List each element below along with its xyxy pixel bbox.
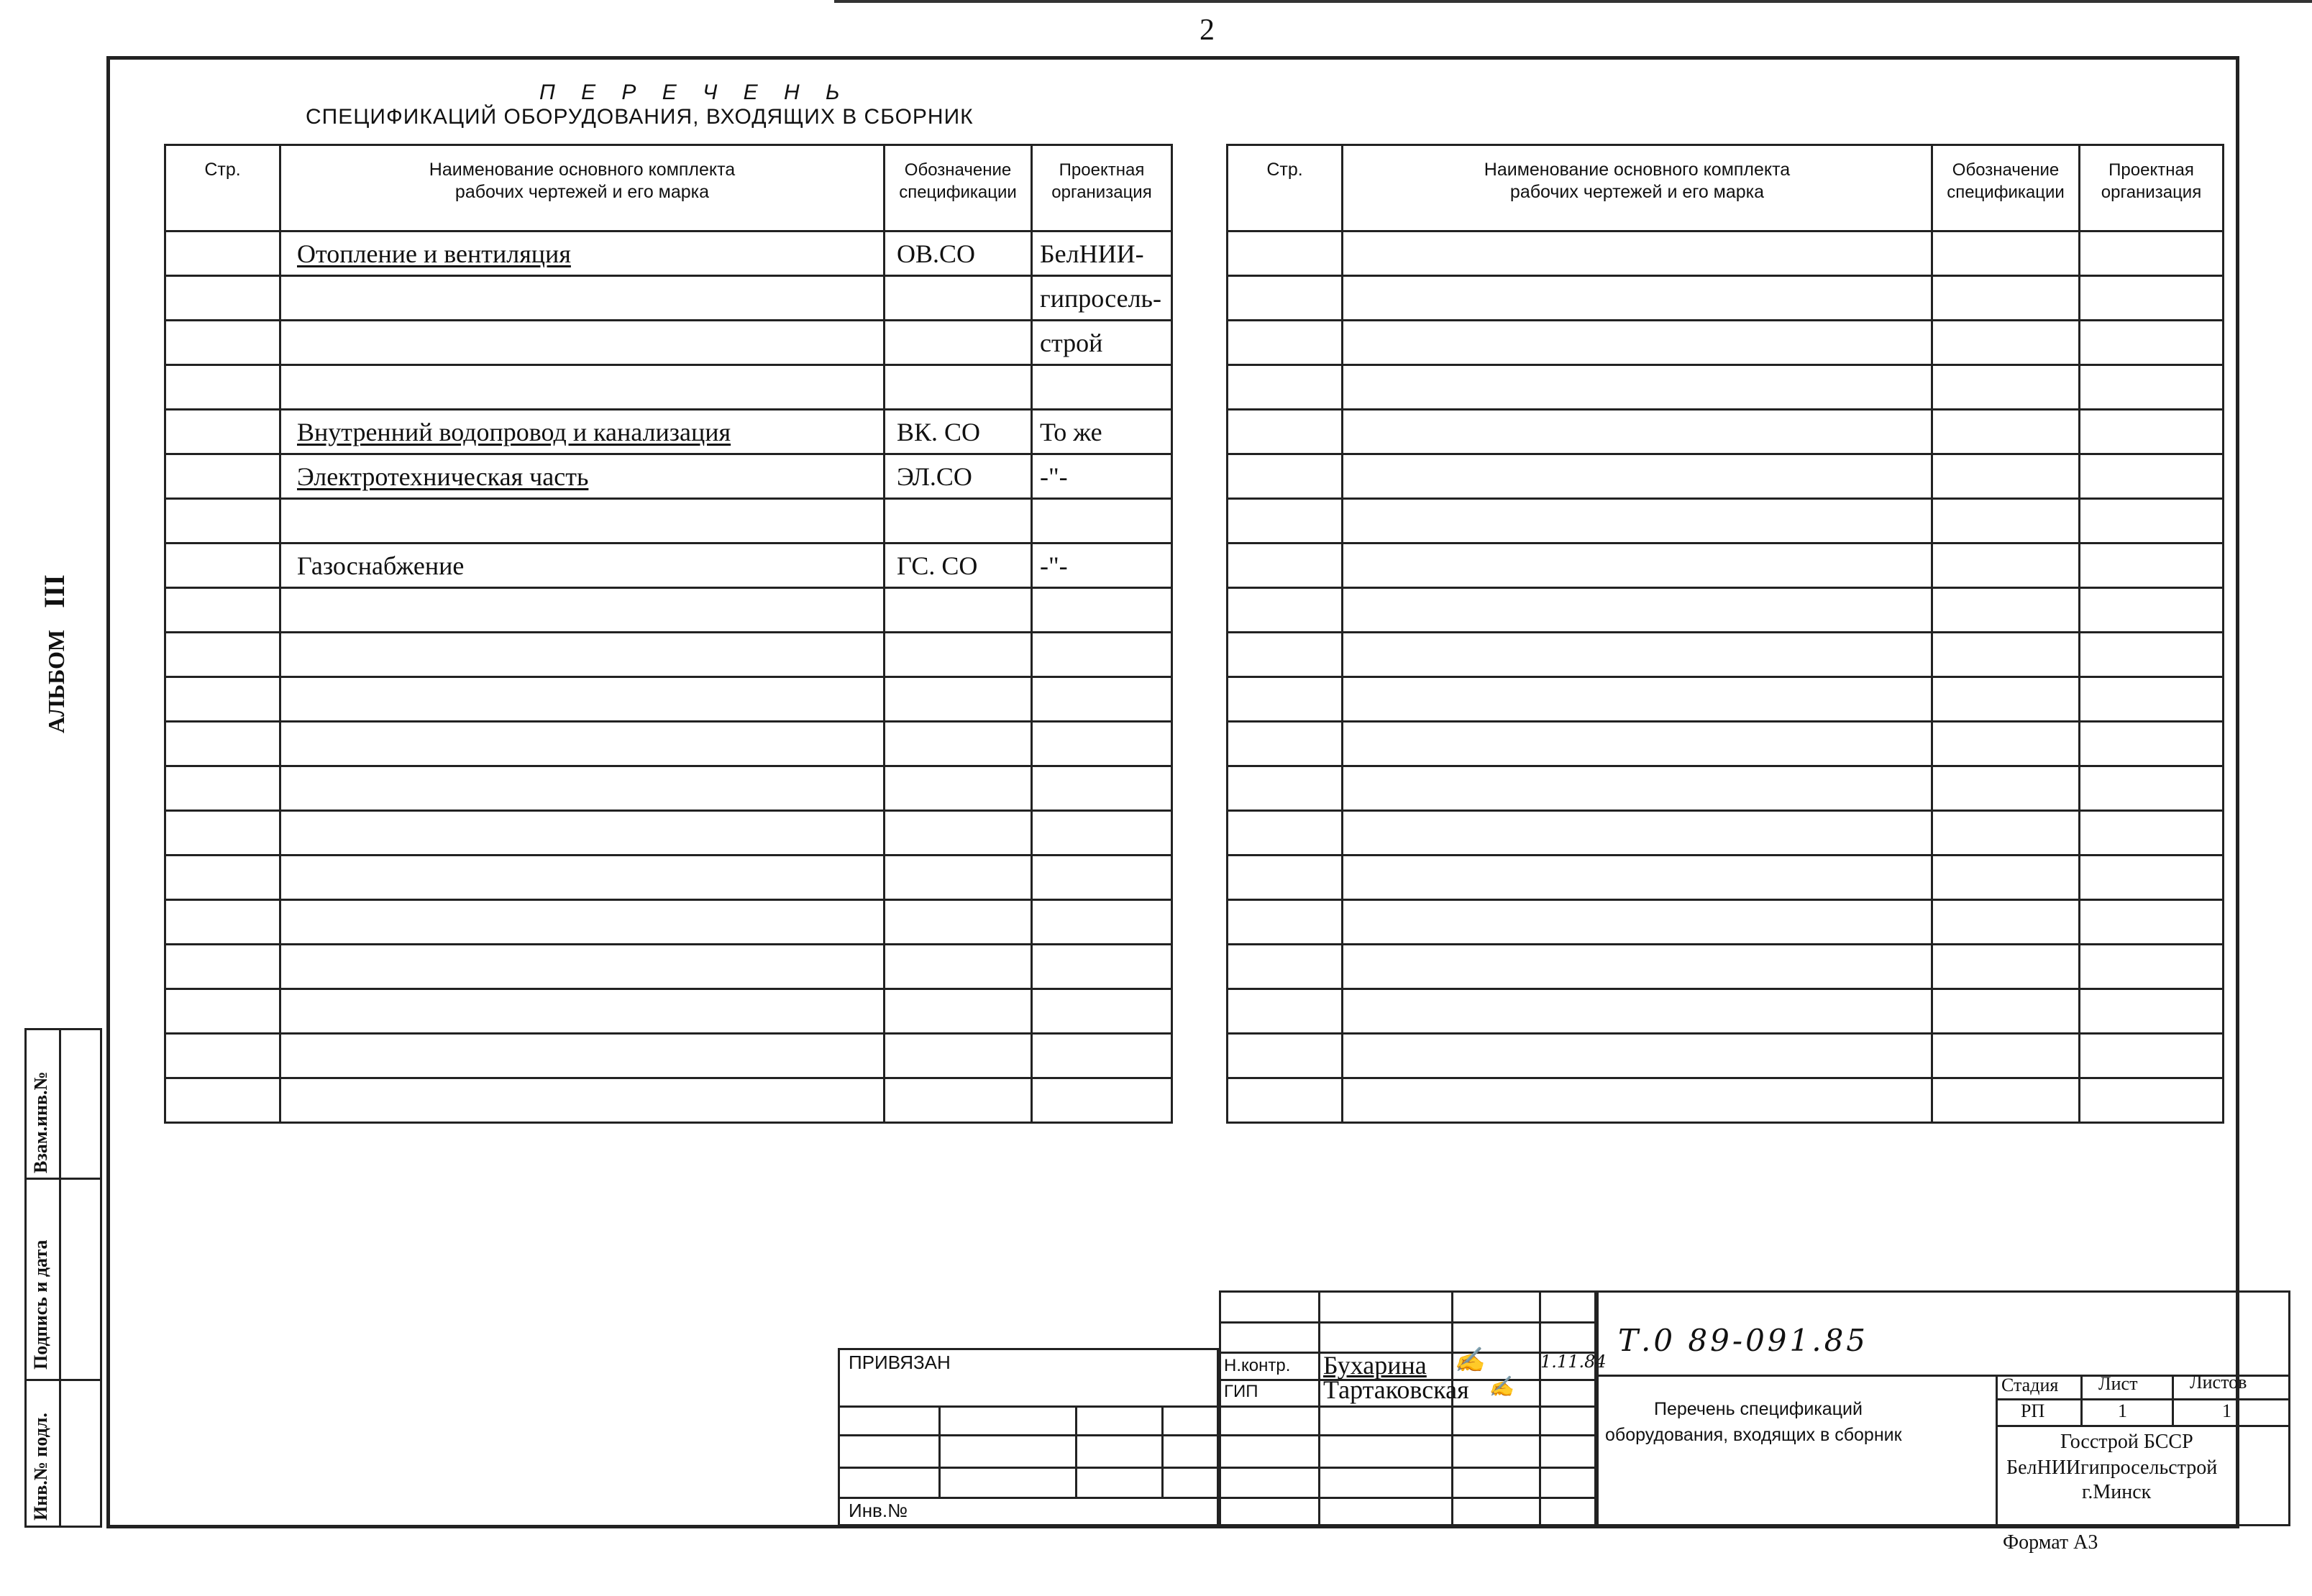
cell-name [280,677,885,722]
right-table-row [1228,811,2224,856]
left-table-row [165,365,1172,410]
cell-designation [885,588,1032,633]
cell-page [165,365,280,410]
doc-title-line1: Перечень спецификаций [1654,1399,1863,1419]
page-number: 2 [1200,14,1215,47]
left-table-row [165,677,1172,722]
cell-org [1032,588,1172,633]
cell-name [1343,231,1932,276]
right-table-row [1228,231,2224,276]
cell-org [1032,945,1172,989]
right-table-row [1228,900,2224,945]
cell-org [2080,499,2224,544]
album-number: III [38,574,70,608]
cell-page [1228,856,1343,900]
cell-designation [885,365,1032,410]
cell-designation [1932,900,2080,945]
left-table-row [165,1034,1172,1078]
cell-designation [885,1078,1032,1123]
header-name [280,145,885,231]
cell-designation [1932,677,2080,722]
cell-org [1032,856,1172,900]
header-designation-right-line1: Обозначение [1952,160,2060,180]
cell-designation [885,766,1032,811]
cell-org [1032,1034,1172,1078]
stage-value: РП [2021,1400,2045,1421]
stage-col-line [2172,1375,2174,1425]
cell-org: То же [1032,410,1172,454]
cell-name [1343,276,1932,321]
header-org-right-line1: Проектная [2108,160,2194,180]
cell-org [2080,811,2224,856]
right-spec-table [1226,144,2224,1124]
cell-page [1228,231,1343,276]
cell-org [2080,321,2224,365]
cell-page [165,544,280,588]
cell-name [280,588,885,633]
left-spec-table [164,144,1173,1124]
document-code: Т.0 89-091.85 [1618,1323,1869,1358]
header-page: Стр. [165,145,280,231]
privyazan-col-line [938,1405,941,1497]
signature-mark: ✍ [1489,1375,1514,1398]
cell-name [1343,544,1932,588]
cell-designation [1932,454,2080,499]
cell-org [2080,633,2224,677]
cell-designation [1932,276,2080,321]
sheet-label: Лист [2098,1373,2138,1394]
vzam-label: Взам.инв.№ [30,1071,51,1173]
cell-designation [1932,365,2080,410]
signature-mark: ✍ [1454,1346,1485,1375]
right-table-row [1228,633,2224,677]
cell-designation [1932,722,2080,766]
left-table-row [165,588,1172,633]
left-table-row [165,231,1172,276]
cell-designation: ГС. СО [885,544,1032,588]
cell-org [1032,900,1172,945]
cell-org [1032,722,1172,766]
cell-org [2080,945,2224,989]
person1-name: Бухарина [1323,1351,1427,1380]
right-table-row [1228,365,2224,410]
signature-col-line [1539,1290,1541,1526]
cell-page [165,410,280,454]
header-org-line1: Проектная [1059,160,1145,180]
org-line1: Госстрой БССР [2060,1431,2193,1453]
cell-page [165,499,280,544]
left-table-row [165,722,1172,766]
header-name-right [1343,145,1932,231]
document-title: П Е Р Е Ч Е Н Ь [539,81,850,104]
left-table-row [165,499,1172,544]
cell-page [165,276,280,321]
cell-page [1228,633,1343,677]
cell-page [1228,454,1343,499]
left-table-row [165,989,1172,1034]
cell-org [2080,900,2224,945]
cell-name [280,856,885,900]
cell-page [165,856,280,900]
cell-name [280,1078,885,1123]
cell-page [1228,588,1343,633]
left-table-row [165,544,1172,588]
cell-name [1343,321,1932,365]
cell-name: Газоснабжение [280,544,885,588]
cell-designation [1932,1078,2080,1123]
cell-designation [1932,1034,2080,1078]
right-table-row [1228,677,2224,722]
cell-designation [1932,811,2080,856]
cell-designation [1932,231,2080,276]
privyazan-row-line [838,1497,1219,1499]
sheets-value: 1 [2222,1400,2231,1421]
cell-org [1032,1078,1172,1123]
privyazan-label: ПРИВЯЗАН [849,1352,951,1373]
cell-name [280,811,885,856]
cell-name: Внутренний водопровод и канализация [280,410,885,454]
cell-org [2080,410,2224,454]
cell-page [165,811,280,856]
format-label: Формат А3 [2003,1531,2098,1554]
inv-no-label: Инв.№ [849,1500,908,1521]
header-designation [885,145,1032,231]
right-table-row [1228,989,2224,1034]
cell-name [1343,989,1932,1034]
cell-org: гипросель- [1032,276,1172,321]
header-name-right-line1: Наименование основного комплекта [1484,160,1791,180]
cell-page [1228,321,1343,365]
cell-designation [1932,945,2080,989]
cell-name [1343,722,1932,766]
cell-name [1343,766,1932,811]
cell-designation [1932,588,2080,633]
cell-name [1343,365,1932,410]
cell-designation [885,677,1032,722]
cell-name [280,989,885,1034]
header-name-line2: рабочих чертежей и его марка [454,182,710,202]
cell-name [280,766,885,811]
cell-org [2080,276,2224,321]
right-table-row [1228,454,2224,499]
cell-designation [885,989,1032,1034]
header-name-line1: Наименование основного комплекта [429,160,736,180]
right-table-row [1228,945,2224,989]
cell-name [280,499,885,544]
cell-designation [1932,989,2080,1034]
cell-designation [885,856,1032,900]
cell-org [2080,588,2224,633]
cell-org [2080,454,2224,499]
cell-org [1032,989,1172,1034]
album-label-text: АЛЬБОМ [43,629,69,733]
right-table-row [1228,499,2224,544]
cell-page [1228,811,1343,856]
left-table-row [165,321,1172,365]
cell-name [1343,945,1932,989]
side-stamp-divider [59,1028,61,1528]
cell-page [1228,1034,1343,1078]
signature-col-line [1318,1290,1320,1526]
cell-org [2080,1078,2224,1123]
cell-org [2080,722,2224,766]
left-table-row [165,811,1172,856]
right-table-row [1228,321,2224,365]
right-table-row [1228,766,2224,811]
org-line2: БелНИИгипросельстрой [2006,1457,2218,1479]
cell-name [280,276,885,321]
cell-name [280,900,885,945]
header-org-right [2080,145,2224,231]
cell-name [1343,410,1932,454]
cell-name: Отопление и вентиляция [280,231,885,276]
cell-designation: ЭЛ.СО [885,454,1032,499]
privyazan-col-line [1075,1405,1077,1497]
org-line3: г.Минск [2082,1481,2152,1503]
cell-designation [885,945,1032,989]
side-stamp-row-line [24,1178,102,1180]
right-table-row [1228,856,2224,900]
cell-org [2080,766,2224,811]
cell-name [1343,677,1932,722]
cell-org [2080,544,2224,588]
left-table-row [165,1078,1172,1123]
right-table-row [1228,722,2224,766]
cell-page [165,1078,280,1123]
cell-page [165,766,280,811]
cell-designation [1932,410,2080,454]
cell-name [280,365,885,410]
n-kontr-label: Н.контр. [1224,1356,1291,1375]
cell-page [1228,499,1343,544]
cell-page [1228,276,1343,321]
cell-page [1228,766,1343,811]
signature-col-line [1451,1290,1453,1526]
cell-page [1228,677,1343,722]
cell-org [1032,811,1172,856]
cell-name [280,321,885,365]
cell-page [165,321,280,365]
person2-name: Тартаковская [1323,1375,1469,1404]
cell-designation [885,722,1032,766]
cell-page [165,989,280,1034]
right-table-row [1228,544,2224,588]
cell-page [165,900,280,945]
cell-name [1343,499,1932,544]
cell-designation [885,900,1032,945]
right-table-row [1228,588,2224,633]
cell-org [1032,499,1172,544]
header-designation-line2: спецификации [899,183,1017,202]
privyazan-col-line [1161,1405,1164,1497]
header-org [1032,145,1172,231]
cell-name [1343,1034,1932,1078]
cell-page [165,1034,280,1078]
right-table-row [1228,410,2224,454]
cell-name [1343,633,1932,677]
podpis-label: Подпись и дата [30,1239,51,1370]
sign-date: 1.11.84 [1540,1352,1607,1372]
album-label [37,574,71,733]
cell-page [165,677,280,722]
cell-org [2080,1034,2224,1078]
cell-org [2080,365,2224,410]
cell-org [2080,231,2224,276]
cell-org [2080,677,2224,722]
cell-designation [1932,544,2080,588]
cell-page [165,945,280,989]
cell-designation [1932,499,2080,544]
header-org-right-line2: организация [2101,183,2202,202]
stage-label: Стадия [2001,1375,2059,1395]
cell-name [280,1034,885,1078]
left-table-row [165,633,1172,677]
cell-designation: ОВ.СО [885,231,1032,276]
title-block-row-line [1596,1375,2290,1377]
left-table-row [165,276,1172,321]
header-name-right-line2: рабочих чертежей и его марка [1509,182,1765,202]
cell-page [165,722,280,766]
header-page-right: Стр. [1228,145,1343,231]
stage-col-line [2080,1375,2083,1425]
cell-org: строй [1032,321,1172,365]
header-designation-line1: Обозначение [904,160,1012,180]
left-table-row [165,766,1172,811]
cell-designation [885,811,1032,856]
cell-designation [1932,766,2080,811]
left-table-row [165,856,1172,900]
cell-org: -"- [1032,544,1172,588]
cell-page [165,231,280,276]
cell-name [280,945,885,989]
cell-designation [1932,633,2080,677]
left-table-row [165,410,1172,454]
title-block-col-line [1996,1375,1998,1526]
cell-name [1343,856,1932,900]
cell-org [1032,633,1172,677]
cell-page [1228,989,1343,1034]
cell-org: БелНИИ- [1032,231,1172,276]
cell-name [280,722,885,766]
cell-org: -"- [1032,454,1172,499]
cell-designation [885,321,1032,365]
cell-name [1343,811,1932,856]
inv-podl-label: Инв.№ подл. [30,1413,51,1521]
sheet-value: 1 [2118,1400,2127,1421]
cell-page [165,633,280,677]
cell-page [1228,900,1343,945]
cell-org [2080,989,2224,1034]
cell-name: Электротехническая часть [280,454,885,499]
cell-org [1032,677,1172,722]
cell-org [1032,766,1172,811]
cell-designation [885,633,1032,677]
cell-page [1228,722,1343,766]
cell-designation [1932,321,2080,365]
cell-page [1228,365,1343,410]
sheets-label: Листов [2190,1372,2247,1393]
cell-page [165,588,280,633]
stage-row-line [1996,1425,2290,1427]
cell-designation: ВК. СО [885,410,1032,454]
right-table-row [1228,1034,2224,1078]
cell-designation [885,499,1032,544]
cell-page [1228,544,1343,588]
cell-page [1228,1078,1343,1123]
header-org-line2: организация [1051,183,1152,202]
cell-name [280,633,885,677]
document-subtitle: СПЕЦИФИКАЦИЙ ОБОРУДОВАНИЯ, ВХОДЯЩИХ В СБОРНИК [306,105,974,129]
right-table-row [1228,276,2224,321]
cell-designation [1932,856,2080,900]
cell-page [1228,945,1343,989]
cell-designation [885,1034,1032,1078]
cell-name [1343,1078,1932,1123]
cell-designation [885,276,1032,321]
left-table-row [165,454,1172,499]
header-designation-right [1932,145,2080,231]
cell-page [165,454,280,499]
right-table-row [1228,1078,2224,1123]
side-stamp-row-line [24,1379,102,1381]
doc-title-line2: оборудования, входящих в сборник [1605,1425,1902,1445]
header-designation-right-line2: спецификации [1947,183,2065,202]
top-edge-line [834,0,2312,3]
left-table-row [165,945,1172,989]
gip-label: ГИП [1224,1382,1258,1401]
cell-page [1228,410,1343,454]
cell-name [1343,588,1932,633]
left-table-row [165,900,1172,945]
cell-org [2080,856,2224,900]
cell-org [1032,365,1172,410]
cell-name [1343,900,1932,945]
cell-name [1343,454,1932,499]
